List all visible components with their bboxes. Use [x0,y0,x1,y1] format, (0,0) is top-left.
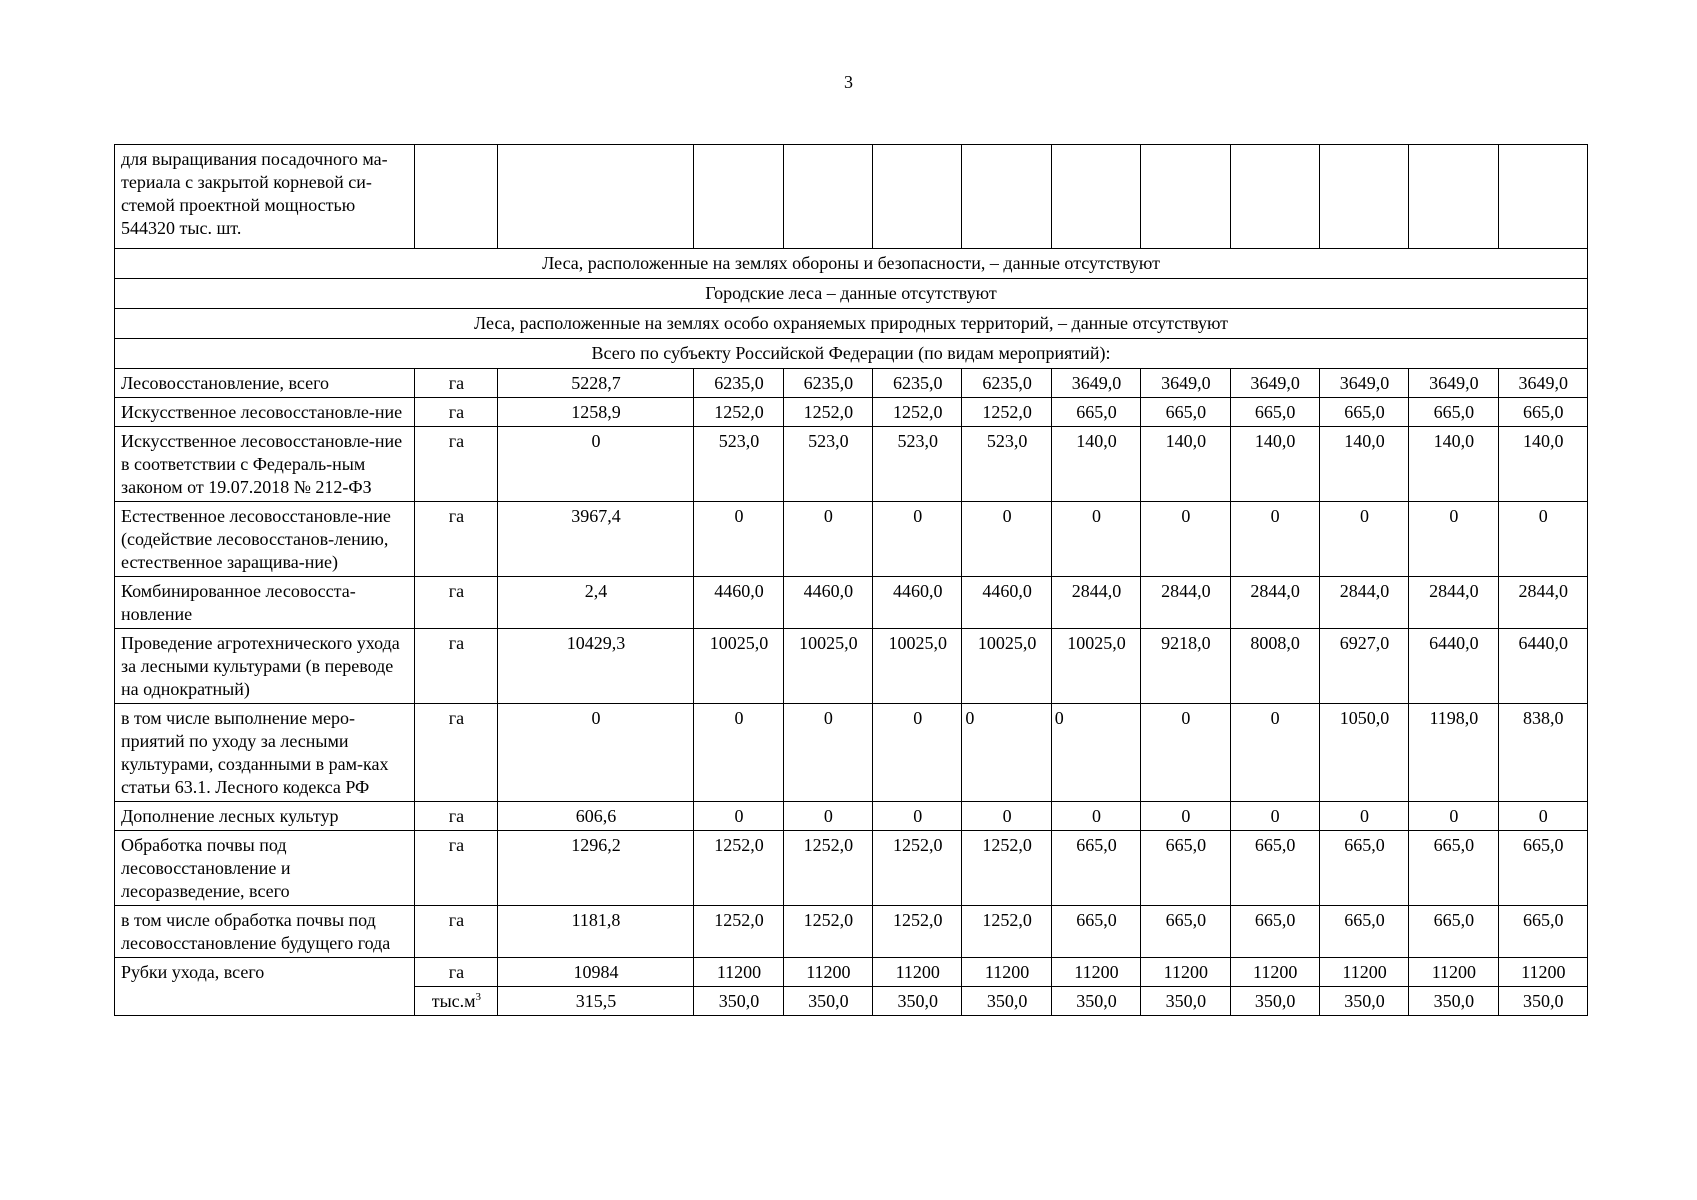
value-cell: 11200 [1230,958,1319,987]
page-number: 3 [844,72,853,92]
table-row [115,502,1588,577]
row-name-cell: Дополнение лесных культур [115,802,415,831]
value-cell: 0 [783,802,872,831]
value-cell: 665,0 [1051,831,1140,906]
row-name-cell: Естественное лесовосстановле-ние (содействие лесовосстанов-лению, естественное заращива-ние) [115,502,415,577]
value-cell: 6235,0 [873,369,962,398]
value-cell: 665,0 [1409,398,1498,427]
value-cell: 665,0 [1409,906,1498,958]
value-cell: 4460,0 [783,577,872,629]
value-cell: 6440,0 [1409,629,1498,704]
value-cell: 838,0 [1498,704,1587,802]
table-row [115,369,1588,398]
value-cell: 0 [962,802,1051,831]
value-cell: 1296,2 [497,831,694,906]
value-cell: 9218,0 [1141,629,1230,704]
value-cell: 350,0 [1141,987,1230,1016]
value-cell: 1252,0 [962,906,1051,958]
value-cell: 665,0 [1230,398,1319,427]
value-cell: 6235,0 [694,369,783,398]
value-cell: 11200 [873,958,962,987]
value-cell: 2844,0 [1319,577,1408,629]
section-row [115,339,1588,369]
table-row [115,398,1588,427]
value-cell: 0 [1319,502,1408,577]
value-cell: 665,0 [1141,831,1230,906]
value-cell: 6235,0 [962,369,1051,398]
value-cell: 3967,4 [497,502,694,577]
value-cell: 10025,0 [783,629,872,704]
value-cell: 1252,0 [783,831,872,906]
table-row [115,704,1588,802]
value-cell: 0 [497,427,694,502]
value-cell: 2844,0 [1141,577,1230,629]
value-cell: 1252,0 [873,906,962,958]
unit-cell: га [415,398,497,427]
value-cell: 140,0 [1409,427,1498,502]
value-cell: 665,0 [1409,831,1498,906]
value-cell: 3649,0 [1498,369,1587,398]
value-cell: 5228,7 [497,369,694,398]
value-cell: 10984 [497,958,694,987]
unit-cell [415,987,497,1016]
value-cell: 10025,0 [873,629,962,704]
unit-cell: га [415,629,497,704]
value-cell: 0 [1051,502,1140,577]
value-cell: 665,0 [1141,398,1230,427]
value-cell: 1252,0 [962,398,1051,427]
table-row [115,958,1588,987]
value-cell: 140,0 [1319,427,1408,502]
value-cell: 0 [873,802,962,831]
value-cell: 0 [962,502,1051,577]
table-row [115,831,1588,906]
value-cell: 0 [1409,502,1498,577]
value-cell: 4460,0 [694,577,783,629]
value-cell: 1252,0 [873,398,962,427]
value-cell: 1252,0 [962,831,1051,906]
value-cell: 0 [1230,802,1319,831]
unit-base: тыс.м [431,991,476,1011]
value-cell: 11200 [1319,958,1408,987]
value-cell: 0 [962,704,1051,802]
row-name-cell: Обработка почвы под лесовосстановление и лесоразведение, всего [115,831,415,906]
value-cell: 665,0 [1141,906,1230,958]
value-cell: 11200 [1141,958,1230,987]
value-cell: 10429,3 [497,629,694,704]
value-cell: 665,0 [1319,831,1408,906]
value-cell: 0 [694,502,783,577]
section-row [115,249,1588,279]
value-cell: 350,0 [1051,987,1140,1016]
value-cell: 0 [694,802,783,831]
value-cell: 665,0 [1319,906,1408,958]
value-cell: 2844,0 [1230,577,1319,629]
value-cell: 3649,0 [1409,369,1498,398]
unit-cell: га [415,502,497,577]
value-cell: 665,0 [1498,398,1587,427]
row-name-cell: в том числе выполнение меро-приятий по уходу за лесными культурами, созданными в рам-ках статьи 63.1. Лесного кодекса РФ [115,704,415,802]
table-row [115,629,1588,704]
value-cell: 3649,0 [1141,369,1230,398]
table-row [115,145,1588,249]
value-cell: 350,0 [1319,987,1408,1016]
value-cell: 0 [1141,502,1230,577]
value-cell: 0 [1409,802,1498,831]
value-cell: 1252,0 [873,831,962,906]
value-cell: 1252,0 [783,906,872,958]
value-cell: 6235,0 [783,369,872,398]
value-cell: 3649,0 [1230,369,1319,398]
section-row [115,279,1588,309]
value-cell: 1181,8 [497,906,694,958]
value-cell: 11200 [1409,958,1498,987]
value-cell: 0 [783,704,872,802]
value-cell: 140,0 [1141,427,1230,502]
value-cell: 2844,0 [1498,577,1587,629]
value-cell: 1050,0 [1319,704,1408,802]
value-cell: 0 [1319,802,1408,831]
value-cell: 0 [1230,502,1319,577]
value-cell: 350,0 [783,987,872,1016]
value-cell: 665,0 [1230,831,1319,906]
value-cell: 0 [1141,802,1230,831]
value-cell: 3649,0 [1051,369,1140,398]
value-cell: 0 [1051,704,1140,802]
value-cell: 350,0 [694,987,783,1016]
row-name-cell: Проведение агротехнического ухода за лесными культурами (в переводе на однократный) [115,629,415,704]
section-row [115,309,1588,339]
value-cell: 11200 [1498,958,1587,987]
value-cell: 665,0 [1051,398,1140,427]
forest-activities-table [114,144,1588,1016]
unit-superscript: 3 [475,991,482,1003]
value-cell: 11200 [962,958,1051,987]
row-name-cell: в том числе обработка почвы под лесовосстановление будущего года [115,906,415,958]
value-cell: 315,5 [497,987,694,1016]
table-row [115,906,1588,958]
value-cell: 523,0 [783,427,872,502]
value-cell: 665,0 [1051,906,1140,958]
value-cell: 3649,0 [1319,369,1408,398]
value-cell: 523,0 [873,427,962,502]
empty-cell [415,145,497,249]
value-cell: 6927,0 [1319,629,1408,704]
value-cell: 0 [783,502,872,577]
value-cell: 606,6 [497,802,694,831]
empty-cell [1230,145,1319,249]
section-heading: Всего по субъекту Российской Федерации (по видам мероприятий): [115,339,1588,369]
table-row [115,802,1588,831]
empty-cell [497,145,694,249]
empty-cell [694,145,783,249]
value-cell: 1252,0 [694,906,783,958]
value-cell: 0 [873,704,962,802]
value-cell: 11200 [1051,958,1140,987]
row-name-cell: Искусственное лесовосстановле-ние в соответствии с Федераль-ным законом от 19.07.2018 № 212-ФЗ [115,427,415,502]
value-cell: 6440,0 [1498,629,1587,704]
value-cell: 0 [1141,704,1230,802]
value-cell: 0 [1051,802,1140,831]
unit-cell: га [415,958,497,987]
row-name-cell: Рубки ухода, всего [115,958,415,1016]
value-cell: 4460,0 [873,577,962,629]
value-cell: 665,0 [1230,906,1319,958]
value-cell: 11200 [694,958,783,987]
value-cell: 140,0 [1230,427,1319,502]
section-heading: Леса, расположенные на землях особо охраняемых природных территорий, – данные отсутствуют [115,309,1588,339]
section-heading: Городские леса – данные отсутствуют [115,279,1588,309]
value-cell: 523,0 [962,427,1051,502]
unit-cell: га [415,704,497,802]
table-row [115,427,1588,502]
value-cell: 4460,0 [962,577,1051,629]
row-name-cell: Лесовосстановление, всего [115,369,415,398]
value-cell: 8008,0 [1230,629,1319,704]
row-name-cell: Искусственное лесовосстановле-ние [115,398,415,427]
value-cell: 1252,0 [694,831,783,906]
value-cell: 10025,0 [1051,629,1140,704]
unit-cell: га [415,369,497,398]
row-name-cell: Комбинированное лесовосста-новление [115,577,415,629]
value-cell: 350,0 [1498,987,1587,1016]
unit-cell: га [415,831,497,906]
value-cell: 1252,0 [783,398,872,427]
empty-cell [783,145,872,249]
value-cell: 11200 [783,958,872,987]
value-cell: 2844,0 [1409,577,1498,629]
row-name-cell: для выращивания посадочного ма-териала с закрытой корневой си-стемой проектной мощностью 544320 тыс. шт. [115,145,415,249]
value-cell: 0 [1230,704,1319,802]
unit-cell: га [415,577,497,629]
value-cell: 350,0 [962,987,1051,1016]
section-heading: Леса, расположенные на землях обороны и безопасности, – данные отсутствуют [115,249,1588,279]
value-cell: 0 [694,704,783,802]
value-cell: 10025,0 [962,629,1051,704]
value-cell: 1258,9 [497,398,694,427]
unit-cell: га [415,427,497,502]
value-cell: 350,0 [1409,987,1498,1016]
value-cell: 0 [1498,502,1587,577]
value-cell: 523,0 [694,427,783,502]
value-cell: 2,4 [497,577,694,629]
value-cell: 10025,0 [694,629,783,704]
value-cell: 350,0 [873,987,962,1016]
value-cell: 1252,0 [694,398,783,427]
empty-cell [1498,145,1587,249]
value-cell: 665,0 [1498,906,1587,958]
empty-cell [962,145,1051,249]
value-cell: 350,0 [1230,987,1319,1016]
value-cell: 2844,0 [1051,577,1140,629]
empty-cell [1141,145,1230,249]
value-cell: 0 [1498,802,1587,831]
table-row [115,577,1588,629]
empty-cell [873,145,962,249]
value-cell: 0 [497,704,694,802]
value-cell: 665,0 [1498,831,1587,906]
unit-cell: га [415,906,497,958]
empty-cell [1319,145,1408,249]
value-cell: 1198,0 [1409,704,1498,802]
value-cell: 140,0 [1498,427,1587,502]
value-cell: 665,0 [1319,398,1408,427]
empty-cell [1409,145,1498,249]
value-cell: 140,0 [1051,427,1140,502]
value-cell: 0 [873,502,962,577]
unit-cell: га [415,802,497,831]
empty-cell [1051,145,1140,249]
